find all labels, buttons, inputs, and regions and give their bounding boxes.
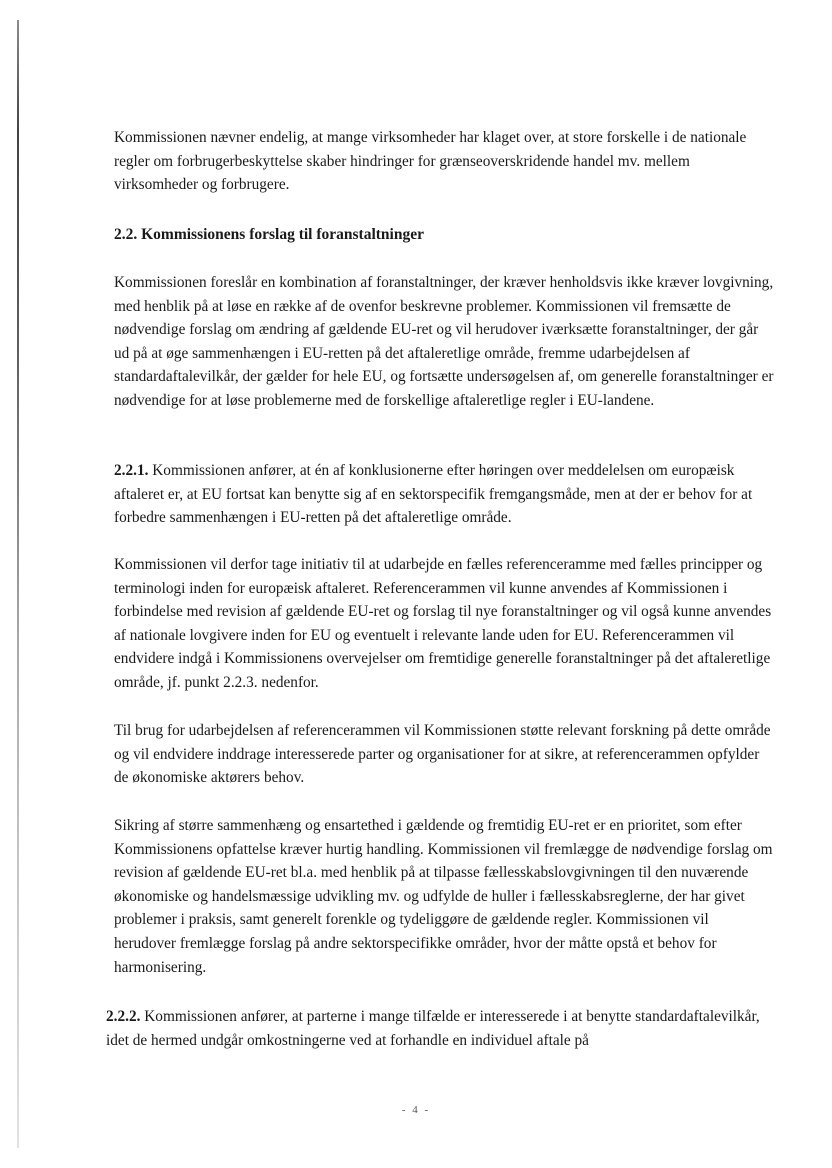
- section-heading: [114, 223, 774, 247]
- paragraph-2-2-2: [106, 1005, 766, 1052]
- paragraph-research: [114, 719, 774, 790]
- paragraph-text: Til brug for udarbejdelsen af referencerammen vil Kommissionen støtte relevant forskning på dette område og vil endvidere inddrage interesserede parter og organisationer for at sikre, at referencerammen opfylder de økonomiske aktørers behov.: [114, 722, 771, 787]
- paragraph-text: [106, 1005, 766, 1052]
- heading-2-2: 2.2. Kommissionens forslag til foranstaltninger: [114, 226, 424, 243]
- page-number: - 4 -: [401, 1104, 431, 1116]
- paragraph-text: Kommissionen nævner endelig, at mange virksomheder har klaget over, at store forskelle i de nationale regler om forbrugerbeskyttelse skaber hindringer for grænseoverskridende handel mv. mellem virksomheder og forbrugere.: [114, 129, 747, 194]
- section-number-2-2-1: 2.2.1.: [114, 462, 149, 479]
- paragraph-text: Kommissionen foreslår en kombination af foranstaltninger, der kræver henholdsvis ikke kræver lovgivning, med henblik på at løse en række af de ovenfor beskrevne problemer. Kommissionen vil fremsætte de nødvendige forslag om ændring af gældende EU-ret og vil herudover iværksætte foranstaltninger, der går ud på at øge sammenhængen i EU-retten på det aftaleretlige område, fremme udarbejdelsen af standardaftalevilkår, der gælder for hele EU, og fortsætte undersøgelsen af, om generelle foranstaltninger er nødvendige for at løse problemerne med de forskellige aftaleretlige regler i EU-landene.: [114, 274, 774, 409]
- paragraph-text: [114, 459, 774, 530]
- paragraph-text: Sikring af større sammenhæng og ensartethed i gældende og fremtidig EU-ret er en prioritet, som efter Kommissionens opfattelse kræver hurtig handling. Kommissionen vil fremlægge de nødvendige forslag om revision af gældende EU-ret bl.a. med henblik på at tilpasse fællesskabslovgivningen til den nuværende økonomiske og handelsmæssige udvikling mv. og udfylde de huller i fællesskabsreglerne, der har givet problemer i praksis, samt generelt forenkle og tydeliggøre de gældende regler. Kommissionen vil herudover fremlægge forslag på andre sektorspecifikke områder, hvor der måtte opstå et behov for harmonisering.: [114, 817, 773, 976]
- paragraph-proposals: [114, 271, 774, 413]
- paragraph-2-2-1: [114, 459, 774, 530]
- paragraph-text: Kommissionen vil derfor tage initiativ til at udarbejde en fælles referenceramme med fælles principper og terminologi inden for europæisk aftaleret. Referencerammen vil kunne anvendes af Kommissionen i forbindelse med revision af gældende EU-ret og forslag til nye foranstaltninger og vil også kunne anvendes af nationale lovgivere inden for EU og eventuelt i relevante lande uden for EU. Referencerammen vil endvidere indgå i Kommissionens overvejelser om fremtidige generelle foranstaltninger på det aftaleretlige område, jf. punkt 2.2.3. nedenfor.: [114, 556, 772, 691]
- section-number-2-2-2: 2.2.2.: [106, 1008, 141, 1025]
- paragraph-body: Kommissionen anfører, at én af konklusionerne efter høringen over meddelelsen om europæisk aftaleret er, at EU fortsat kan benytte sig af en sektorspecifik fremgangsmåde, men at der er behov for at forbedre sammenhængen i EU-retten på det aftaleretlige område.: [114, 462, 753, 527]
- paragraph-reference-frame: [114, 553, 774, 695]
- scan-edge-shadow: [17, 20, 19, 1148]
- paragraph-intro: [114, 126, 774, 197]
- paragraph-coherence: [114, 814, 774, 979]
- paragraph-body: Kommissionen anfører, at parterne i mange tilfælde er interesserede i at benytte standardaftalevilkår, idet de hermed undgår omkostningerne ved at forhandle en individuel aftale på: [106, 1008, 760, 1049]
